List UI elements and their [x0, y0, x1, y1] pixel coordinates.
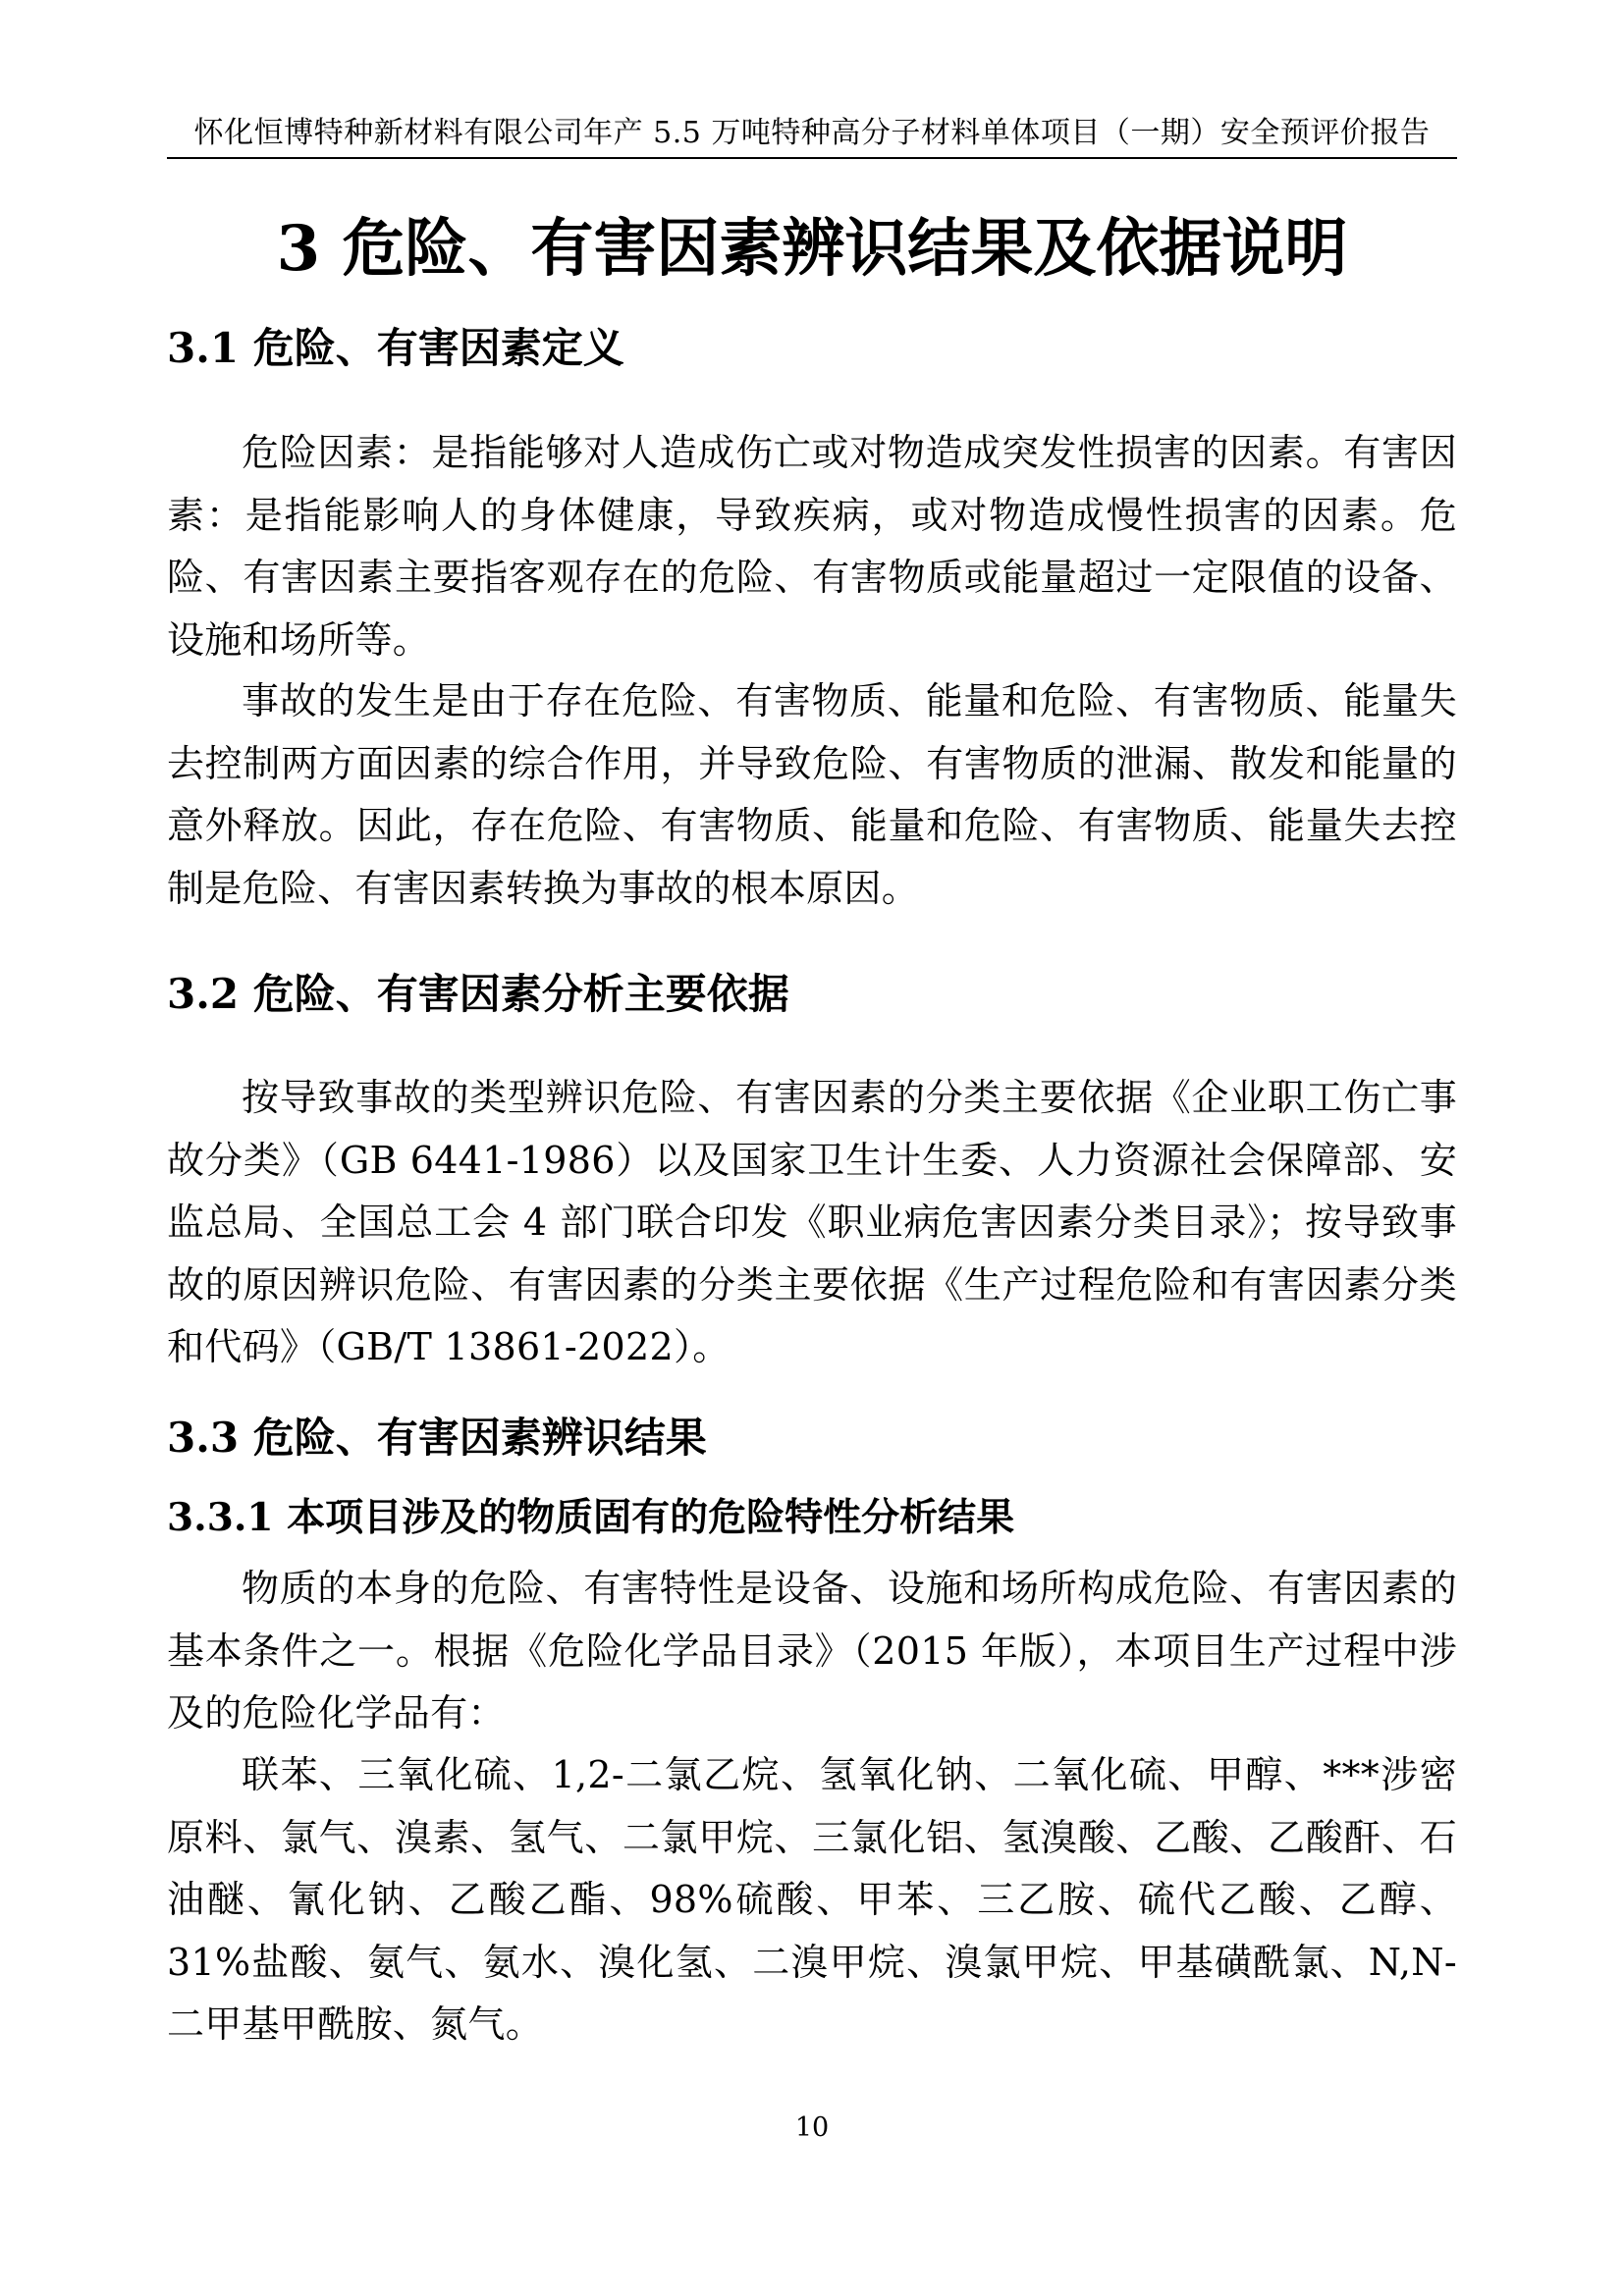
section-3-2-paragraph-1: 按导致事故的类型辨识危险、有害因素的分类主要依据《企业职工伤亡事故分类》（GB 6441-1986）以及国家卫生计生委、人力资源社会保障部、安监总局、全国总工会 4 部门联合印发《职业病危害因素分类目录》；按导致事故的原因辨识危险、有害因素的分类主要依据《生产过程危险和有害因素分类和代码》（GB/T 13861-2022）。: [167, 1076, 1457, 1368]
running-header: 怀化恒博特种新材料有限公司年产 5.5 万吨特种高分子材料单体项目（一期）安全预评价报告: [193, 116, 1431, 150]
hazardous-chemicals-list: 联苯、三氧化硫、1,2-二氯乙烷、氢氧化钠、二氧化硫、甲醇、***涉密原料、氯气、溴素、氢气、二氯甲烷、三氯化铝、氢溴酸、乙酸、乙酸酐、石油醚、氰化钠、乙酸乙酯、98%硫酸、甲苯、三乙胺、硫代乙酸、乙醇、31%盐酸、氨气、氨水、溴化氢、二溴甲烷、溴氯甲烷、甲基磺酰氯、N,N-二甲基甲酰胺、氮气。: [167, 1753, 1457, 2046]
section-3-3-heading: 3.3 危险、有害因素辨识结果: [167, 1414, 707, 1462]
subsection-3-3-1-heading: 3.3.1 本项目涉及的物质固有的危险特性分析结果: [167, 1495, 1015, 1540]
page-number: 10: [794, 2112, 830, 2143]
subsection-3-3-1-paragraph-1: 物质的本身的危险、有害特性是设备、设施和场所构成危险、有害因素的基本条件之一。根据《危险化学品目录》（2015 年版），本项目生产过程中涉及的危险化学品有：: [167, 1567, 1457, 1735]
section-3-1-paragraph-1: 危险因素：是指能够对人造成伤亡或对物造成突发性损害的因素。有害因素：是指能影响人的身体健康，导致疾病，或对物造成慢性损害的因素。危险、有害因素主要指客观存在的危险、有害物质或能量超过一定限值的设备、设施和场所等。: [167, 431, 1457, 662]
section-3-2-heading: 3.2 危险、有害因素分析主要依据: [167, 970, 789, 1018]
header-divider: [167, 157, 1457, 159]
section-3-1-paragraph-2: 事故的发生是由于存在危险、有害物质、能量和危险、有害物质、能量失去控制两方面因素的综合作用，并导致危险、有害物质的泄漏、散发和能量的意外释放。因此，存在危险、有害物质、能量和危险、有害物质、能量失去控制是危险、有害因素转换为事故的根本原因。: [167, 679, 1457, 910]
chapter-title: 3 危险、有害因素辨识结果及依据说明: [276, 212, 1348, 286]
section-3-1-heading: 3.1 危险、有害因素定义: [167, 324, 624, 372]
